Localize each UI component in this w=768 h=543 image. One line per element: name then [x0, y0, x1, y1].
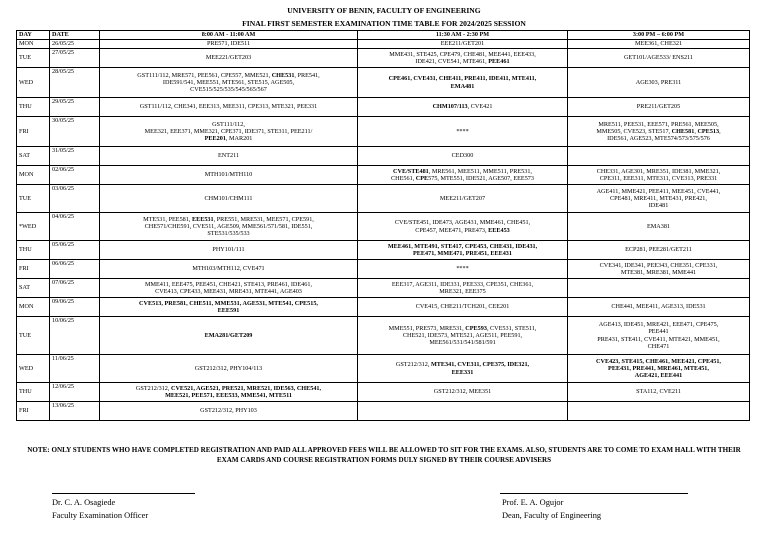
midday-slot-courses: MEE461, MTE491, STE417, CPE453, CHE431, IDE431, PEE471, MME471, PRE451, EEE431 — [358, 241, 568, 260]
morning-slot-courses: MTE531, PEE581, EEE531, PRE551, MRE531, MEE571, CPE591, CHE571/CHE591, CVE511, AGE509, MME561/571/581, IDE551, STE531/535/533 — [100, 213, 358, 241]
row-date: 12/06/25 — [50, 383, 100, 402]
midday-slot-courses: CVE/STE451, IDE473, AGE431, MME461, CHE451, CPE457, MEE471, PRE473, EEE453 — [358, 213, 568, 241]
midday-slot-courses: EEE211/GET201 — [358, 40, 568, 49]
evening-slot-courses — [568, 279, 750, 298]
evening-slot-courses: AGE303, PRE311 — [568, 68, 750, 98]
table-row — [17, 241, 750, 260]
row-date: 07/06/25 — [50, 279, 100, 298]
midday-slot-courses: GST212/312, MTE341, CVE311, CPE375, IDE321, EEE331 — [358, 355, 568, 383]
evening-slot-courses: GET101/AGE533/ ENS211 — [568, 49, 750, 68]
row-day: MON — [17, 166, 50, 185]
evening-slot-courses: PRE211/GET205 — [568, 98, 750, 117]
evening-slot-courses — [568, 147, 750, 166]
timetable — [16, 30, 750, 421]
row-date: 11/06/25 — [50, 355, 100, 383]
row-day: WED — [17, 68, 50, 98]
midday-slot-courses: **** — [358, 117, 568, 147]
evening-slot-courses: MEE361, CHE321 — [568, 40, 750, 49]
morning-slot-courses: GST111/112, MRE571, PEE561, CPE557, MME521, CHE531, PRE541, IDE591/541, MEE551, MTE561, STE515, AGE505, CVE515/525/535/545/565/567 — [100, 68, 358, 98]
row-day: TUE — [17, 49, 50, 68]
timetable-title: FINAL FIRST SEMESTER EXAMINATION TIME TABLE FOR 2024/2025 SESSION — [242, 19, 526, 28]
row-date: 09/06/25 — [50, 298, 100, 317]
table-row — [17, 213, 750, 241]
midday-slot-courses: **** — [358, 260, 568, 279]
evening-slot-courses: CVE423, STE415, CHE461, MEE421, CPE451, PEE431, PRE441, MRE461, MTE451, AGE421, EEE441 — [568, 355, 750, 383]
morning-slot-courses: EMA281/GET209 — [100, 317, 358, 355]
row-date: 26/05/25 — [50, 40, 100, 49]
table-row — [17, 68, 750, 98]
row-day: MON — [17, 298, 50, 317]
morning-slot-courses: PRE571, IDE511 — [100, 40, 358, 49]
evening-slot-courses: MRE511, PEE531, EEE571, PRE561, MEE505, MME505, CVE523, STE517, CHE581, CPE513, IDE561, AGE523, MTE574/573/575/576 — [568, 117, 750, 147]
row-day: FRI — [17, 402, 50, 421]
table-row — [17, 298, 750, 317]
header-date: DATE — [50, 31, 100, 40]
row-date: 02/06/25 — [50, 166, 100, 185]
header-evening-slot: 3:00 PM – 6:00 PM — [568, 31, 750, 40]
midday-slot-courses: CVE/STE481, MRE561, MEE511, MME511, PRE531, CHE561, CPE575, MTE551, IDE521, AGE507, EEE573 — [358, 166, 568, 185]
midday-slot-courses: CVE415, CHE211/TCH201, CEE201 — [358, 298, 568, 317]
row-date: 28/05/25 — [50, 68, 100, 98]
row-date: 30/05/25 — [50, 117, 100, 147]
row-day: SAT — [17, 279, 50, 298]
row-day: TUE — [17, 185, 50, 213]
right-signature-line — [500, 493, 688, 494]
row-day: *WED — [17, 213, 50, 241]
row-date: 06/06/25 — [50, 260, 100, 279]
row-day: FRI — [17, 117, 50, 147]
row-date: 10/06/25 — [50, 317, 100, 355]
row-date: 27/05/25 — [50, 49, 100, 68]
evening-slot-courses — [568, 402, 750, 421]
row-date: 04/06/25 — [50, 213, 100, 241]
row-date: 03/06/25 — [50, 185, 100, 213]
row-day: FRI — [17, 260, 50, 279]
dean-name: Prof. E. A. Ogujor — [502, 498, 564, 507]
examination-officer-name: Dr. C. A. Osagiede — [52, 498, 116, 507]
morning-slot-courses: ENT211 — [100, 147, 358, 166]
evening-slot-courses: CHE331, AGE301, MRE351, IDE381, MME321, CPE311, EEE311, MTE311, CVE313, PRE331 — [568, 166, 750, 185]
midday-slot-courses: EEE317, AGE311, IDE331, PEE333, CPE351, CHE361, MRE321, EEE375 — [358, 279, 568, 298]
morning-slot-courses: GST111/112, CHE341, EEE313, MEE311, CPE313, MTE321, PEE331 — [100, 98, 358, 117]
evening-slot-courses: CHE441, MEE411, AGE313, IDE531 — [568, 298, 750, 317]
header-day: DAY — [17, 31, 50, 40]
midday-slot-courses: MEE211/GET207 — [358, 185, 568, 213]
morning-slot-courses: MME411, EEE475, PEE451, CHE421, STE413, PRE461, IDE461, CVE413, CPE433, MEE431, MRE431, MTE441, AGE403 — [100, 279, 358, 298]
eligibility-note: NOTE: ONLY STUDENTS WHO HAVE COMPLETED REGISTRATION AND PAID ALL APPROVED FEES WILL BE ALLOWED TO SIT FOR THE EXAMS. ALSO, STUDENTS ARE TO COME TO EXAM HALL WITH THEIR EXAM CARDS AND COURSE REGISTRATION FORMS DULY SIGNED BY THEIR COURSE ADVISERS — [27, 446, 741, 464]
table-row — [17, 260, 750, 279]
row-day: THU — [17, 98, 50, 117]
table-row — [17, 279, 750, 298]
table-row — [17, 40, 750, 49]
table-row — [17, 98, 750, 117]
table-row — [17, 317, 750, 355]
morning-slot-courses: GST212/312, PHY103 — [100, 402, 358, 421]
row-date: 13/06/25 — [50, 402, 100, 421]
row-day: MON — [17, 40, 50, 49]
morning-slot-courses: MEE221/GET203 — [100, 49, 358, 68]
table-row — [17, 49, 750, 68]
evening-slot-courses: AGE411, MME421, PEE411, MEE451, CVE441, CPE481, MRE411, MTE431, PRE421, IDE481 — [568, 185, 750, 213]
evening-slot-courses: CVE341, IDE341, PEE343, CHE351, CPE331, MTE381, MRE381, MME441 — [568, 260, 750, 279]
row-date: 05/06/25 — [50, 241, 100, 260]
examination-officer-title: Faculty Examination Officer — [52, 511, 149, 520]
morning-slot-courses: CVE513, PRE581, CHE511, MME531, AGE531, MTE541, CPE515, EEE591 — [100, 298, 358, 317]
morning-slot-courses: CHM101/CHM111 — [100, 185, 358, 213]
morning-slot-courses: MTH103/MTH112, CVE471 — [100, 260, 358, 279]
morning-slot-courses: GST212/312, CVE521, AGE521, PRE521, MRE521, IDE563, CHE541, MEE521, PEE571, EEE533, MME541, MTE511 — [100, 383, 358, 402]
morning-slot-courses: MTH101/MTH110 — [100, 166, 358, 185]
midday-slot-courses: GST212/312, MEE351 — [358, 383, 568, 402]
row-day: SAT — [17, 147, 50, 166]
midday-slot-courses: MME431, STE425, CPE479, CHE481, MEE441, EEE433, IDE421, CVE541, MTE461, PEE461 — [358, 49, 568, 68]
table-row — [17, 185, 750, 213]
table-row — [17, 355, 750, 383]
left-signature-line — [52, 493, 195, 494]
midday-slot-courses: CPE461, CVE431, CHE411, PRE411, IDE411, MTE411, EMA481 — [358, 68, 568, 98]
table-row — [17, 117, 750, 147]
row-day: WED — [17, 355, 50, 383]
row-day: THU — [17, 383, 50, 402]
header-morning-slot: 8:00 AM - 11:00 AM — [100, 31, 358, 40]
evening-slot-courses: ECP281, PEE281/GET211 — [568, 241, 750, 260]
row-date: 31/05/25 — [50, 147, 100, 166]
row-day: THU — [17, 241, 50, 260]
dean-title: Dean, Faculty of Engineering — [502, 511, 602, 520]
row-day: TUE — [17, 317, 50, 355]
table-row — [17, 402, 750, 421]
table-row — [17, 166, 750, 185]
table-row — [17, 147, 750, 166]
midday-slot-courses: CHM107/113, CVE421 — [358, 98, 568, 117]
morning-slot-courses: GST111/112, MEE321, EEE371, MME321, CPE371, IDE371, STE311, PEE211/ PEE201, MAR201 — [100, 117, 358, 147]
timetable-body — [17, 40, 750, 421]
row-date: 29/05/25 — [50, 98, 100, 117]
table-row — [17, 383, 750, 402]
midday-slot-courses: CED300 — [358, 147, 568, 166]
midday-slot-courses — [358, 402, 568, 421]
university-title: UNIVERSITY OF BENIN, FACULTY OF ENGINEERING — [287, 6, 481, 15]
header-midday-slot: 11:30 AM - 2:30 PM — [358, 31, 568, 40]
evening-slot-courses: AGE413, IDE451, MRE421, EEE471, CPE475, PEE441 PRE431, STE411, CVE411, MTE421, MME451, CHE471 — [568, 317, 750, 355]
morning-slot-courses: PHY101/111 — [100, 241, 358, 260]
table-header-row — [17, 31, 750, 40]
morning-slot-courses: GST212/312, PHY104/113 — [100, 355, 358, 383]
midday-slot-courses: MME551, PRE573, MRE531, CPE593, CVE531, STE511, CHE521, IDE573, MTE521, AGE511, PEE591, MEE561/531/541/581/591 — [358, 317, 568, 355]
evening-slot-courses: STA112, CVE211 — [568, 383, 750, 402]
evening-slot-courses: EMA381 — [568, 213, 750, 241]
